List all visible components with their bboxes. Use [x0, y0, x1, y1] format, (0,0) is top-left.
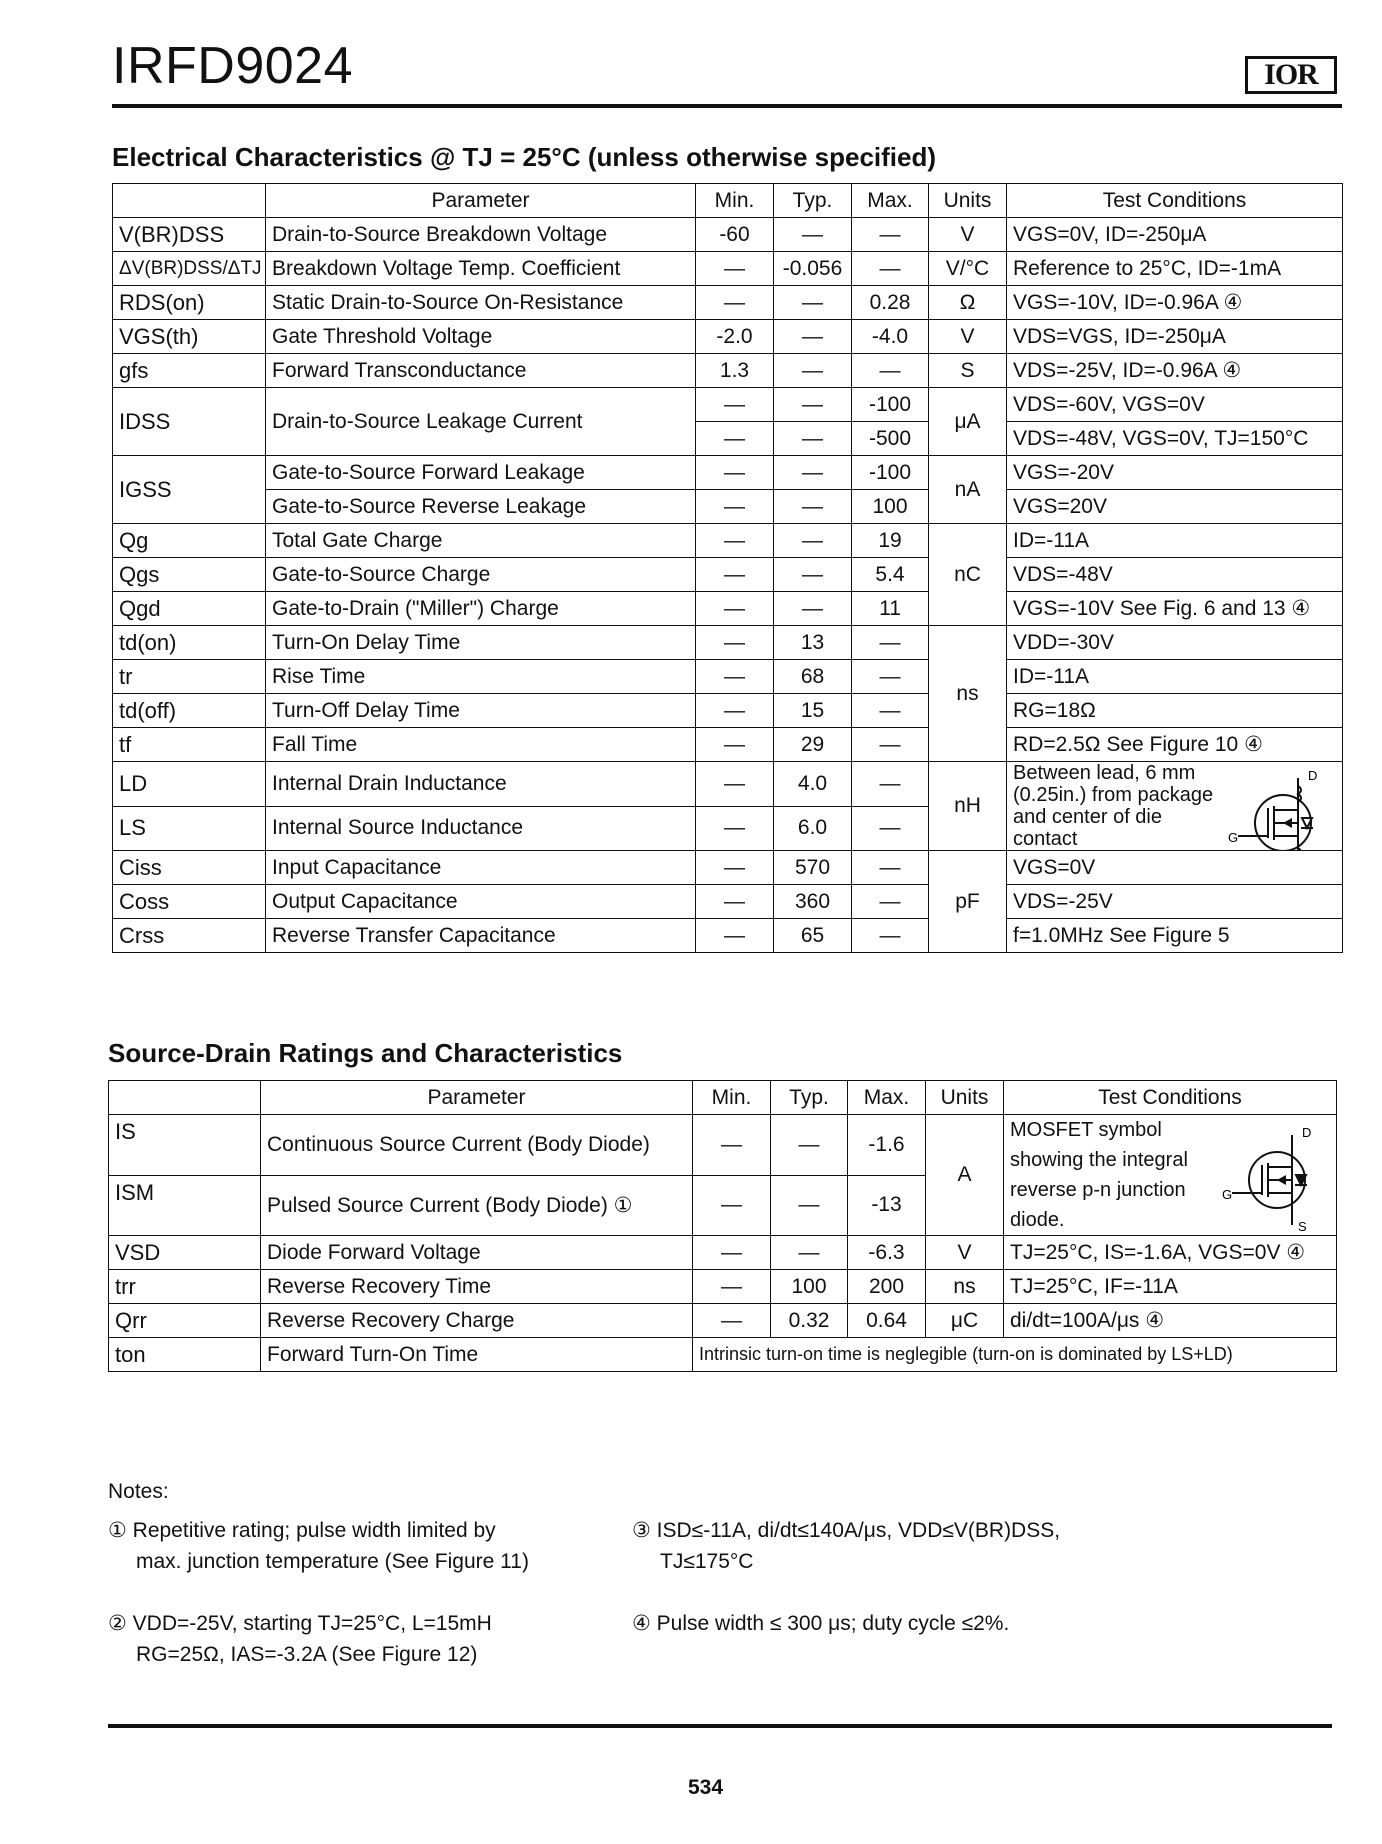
parameter-cell: Turn-On Delay Time: [266, 626, 696, 660]
symbol-cell: tr: [113, 660, 266, 694]
note-2: [108, 1608, 492, 1670]
typ-cell: 0.32: [771, 1304, 848, 1338]
source-drain-title: Source-Drain Ratings and Characteristics: [108, 1038, 623, 1068]
min-cell: —: [696, 422, 774, 456]
symbol-cell: trr: [109, 1270, 261, 1304]
symbol-cell: VGS(th): [113, 320, 266, 354]
table-row: [113, 919, 1343, 953]
typ-cell: 100: [771, 1270, 848, 1304]
col-test-conditions: Test Conditions: [1004, 1081, 1337, 1115]
table-row: [109, 1304, 1337, 1338]
min-cell: —: [696, 626, 774, 660]
symbol-cell: V(BR)DSS: [113, 218, 266, 252]
col-max: Max.: [852, 184, 929, 218]
table-row: [113, 660, 1343, 694]
table-row: [113, 728, 1343, 762]
note-3-line-1: ③ ISD≤-11A, di/dt≤140A/μs, VDD≤V(BR)DSS,: [632, 1519, 1061, 1542]
parameter-cell: Turn-Off Delay Time: [266, 694, 696, 728]
col-parameter: Parameter: [266, 184, 696, 218]
footer-rule: [108, 1724, 1332, 1728]
units-cell: nH: [929, 762, 1007, 851]
typ-cell: 13: [774, 626, 852, 660]
min-cell: —: [696, 592, 774, 626]
max-cell: —: [852, 919, 929, 953]
gate-label: G: [1222, 1187, 1233, 1202]
table-row: [113, 524, 1343, 558]
min-cell: —: [696, 851, 774, 885]
units-cell: V: [926, 1236, 1004, 1270]
notes-heading: Notes:: [108, 1480, 169, 1503]
units-cell: Ω: [929, 286, 1007, 320]
table-row: [113, 286, 1343, 320]
min-cell: —: [696, 490, 774, 524]
max-cell: -1.6: [848, 1115, 926, 1176]
parameter-cell: Forward Turn-On Time: [261, 1338, 693, 1372]
max-cell: —: [852, 252, 929, 286]
max-cell: -13: [848, 1175, 926, 1236]
typ-cell: —: [774, 592, 852, 626]
mosfet-diode-symbol-icon: [1222, 1125, 1322, 1235]
test-cell: VDD=-30V: [1007, 626, 1343, 660]
ir-logo: IOR: [1245, 56, 1337, 94]
max-cell: 19: [852, 524, 929, 558]
max-cell: -6.3: [848, 1236, 926, 1270]
min-cell: —: [696, 388, 774, 422]
units-cell: nC: [929, 524, 1007, 626]
test-cell: VGS=-20V: [1007, 456, 1343, 490]
units-cell: ns: [926, 1270, 1004, 1304]
parameter-cell: Fall Time: [266, 728, 696, 762]
symbol-cell: Coss: [113, 885, 266, 919]
table-row: [113, 490, 1343, 524]
header-rule: [112, 104, 1342, 108]
test-cell: VDS=-48V, VGS=0V, TJ=150°C: [1007, 422, 1343, 456]
max-cell: —: [852, 762, 929, 807]
table-row: [113, 626, 1343, 660]
max-cell: 11: [852, 592, 929, 626]
col-test-conditions: Test Conditions: [1007, 184, 1343, 218]
symbol-cell: td(off): [113, 694, 266, 728]
table-header-row: [113, 184, 1343, 218]
symbol-cell: LS: [113, 806, 266, 851]
units-cell: nA: [929, 456, 1007, 524]
parameter-cell: Gate Threshold Voltage: [266, 320, 696, 354]
typ-cell: —: [774, 422, 852, 456]
units-cell: μC: [926, 1304, 1004, 1338]
part-number-title: IRFD9024: [112, 37, 353, 95]
typ-cell: 6.0: [774, 806, 852, 851]
typ-cell: —: [774, 286, 852, 320]
max-cell: —: [852, 660, 929, 694]
max-cell: —: [852, 218, 929, 252]
test-cell: TJ=25°C, IS=-1.6A, VGS=0V ④: [1004, 1236, 1337, 1270]
typ-cell: —: [771, 1115, 848, 1176]
table-row: [113, 592, 1343, 626]
max-cell: —: [852, 354, 929, 388]
parameter-cell: Output Capacitance: [266, 885, 696, 919]
test-cell: VDS=VGS, ID=-250μA: [1007, 320, 1343, 354]
max-cell: —: [852, 728, 929, 762]
test-cell: RG=18Ω: [1007, 694, 1343, 728]
max-cell: 0.28: [852, 286, 929, 320]
parameter-cell: Reverse Transfer Capacitance: [266, 919, 696, 953]
parameter-cell: Forward Transconductance: [266, 354, 696, 388]
typ-cell: 570: [774, 851, 852, 885]
source-label: S: [1298, 1219, 1307, 1234]
test-cell: Reference to 25°C, ID=-1mA: [1007, 252, 1343, 286]
max-cell: —: [852, 885, 929, 919]
max-cell: —: [852, 626, 929, 660]
table-row: [113, 456, 1343, 490]
test-cell: VGS=-10V See Fig. 6 and 13 ④: [1007, 592, 1343, 626]
min-cell: —: [693, 1115, 771, 1176]
typ-cell: —: [774, 456, 852, 490]
symbol-cell: Qgs: [113, 558, 266, 592]
min-cell: —: [696, 286, 774, 320]
min-cell: —: [696, 660, 774, 694]
table-row: [109, 1270, 1337, 1304]
max-cell: 100: [852, 490, 929, 524]
note-4-line-1: ④ Pulse width ≤ 300 μs; duty cycle ≤2%.: [632, 1612, 1010, 1635]
parameter-cell: Continuous Source Current (Body Diode): [261, 1115, 693, 1176]
table-row: [113, 388, 1343, 422]
mosfet-symbol-icon: D G S: [1228, 768, 1318, 878]
units-cell: ns: [929, 626, 1007, 762]
units-cell: V: [929, 218, 1007, 252]
test-cell: RD=2.5Ω See Figure 10 ④: [1007, 728, 1343, 762]
max-cell: -100: [852, 388, 929, 422]
min-cell: —: [696, 252, 774, 286]
test-cell: VDS=-48V: [1007, 558, 1343, 592]
table-row: [109, 1115, 1337, 1176]
min-cell: -2.0: [696, 320, 774, 354]
page-number: 534: [688, 1776, 724, 1799]
parameter-cell: Total Gate Charge: [266, 524, 696, 558]
typ-cell: -0.056: [774, 252, 852, 286]
symbol-cell: gfs: [113, 354, 266, 388]
typ-cell: —: [774, 558, 852, 592]
parameter-cell: Diode Forward Voltage: [261, 1236, 693, 1270]
typ-cell: —: [774, 218, 852, 252]
min-cell: —: [696, 456, 774, 490]
max-cell: 200: [848, 1270, 926, 1304]
max-cell: -4.0: [852, 320, 929, 354]
parameter-cell: Gate-to-Source Charge: [266, 558, 696, 592]
test-cell: f=1.0MHz See Figure 5: [1007, 919, 1343, 953]
min-cell: —: [696, 762, 774, 807]
units-cell: pF: [929, 851, 1007, 953]
table-row: [113, 762, 1343, 807]
symbol-cell: VSD: [109, 1236, 261, 1270]
test-cell: VGS=0V, ID=-250μA: [1007, 218, 1343, 252]
merged-note-cell: Intrinsic turn-on time is neglegible (turn-on is dominated by LS+LD): [693, 1338, 1337, 1372]
parameter-cell: Drain-to-Source Leakage Current: [266, 388, 696, 456]
symbol-cell: IGSS: [113, 456, 266, 524]
diode-test-cell: [1004, 1115, 1337, 1236]
col-parameter: Parameter: [261, 1081, 693, 1115]
max-cell: —: [852, 694, 929, 728]
units-cell: V: [929, 320, 1007, 354]
typ-cell: —: [774, 524, 852, 558]
table-header-row: [109, 1081, 1337, 1115]
test-cell: VDS=-25V, ID=-0.96A ④: [1007, 354, 1343, 388]
symbol-cell: Ciss: [113, 851, 266, 885]
parameter-cell: Input Capacitance: [266, 851, 696, 885]
note-2-line-2: RG=25Ω, IAS=-3.2A (See Figure 12): [136, 1643, 478, 1666]
note-3: [632, 1515, 1060, 1577]
test-cell: VGS=-10V, ID=-0.96A ④: [1007, 286, 1343, 320]
max-cell: 5.4: [852, 558, 929, 592]
table-row: [113, 851, 1343, 885]
table-row: [113, 354, 1343, 388]
col-typ: Typ.: [774, 184, 852, 218]
parameter-cell: Drain-to-Source Breakdown Voltage: [266, 218, 696, 252]
symbol-cell: tf: [113, 728, 266, 762]
min-cell: —: [693, 1175, 771, 1236]
note-1-line-1: ① Repetitive rating; pulse width limited by: [108, 1519, 496, 1542]
max-cell: -500: [852, 422, 929, 456]
electrical-characteristics-table: [112, 183, 1343, 953]
symbol-cell: ton: [109, 1338, 261, 1372]
parameter-cell: Gate-to-Source Forward Leakage: [266, 456, 696, 490]
min-cell: —: [693, 1304, 771, 1338]
symbol-cell: RDS(on): [113, 286, 266, 320]
typ-cell: 4.0: [774, 762, 852, 807]
symbol-cell: LD: [113, 762, 266, 807]
min-cell: —: [696, 806, 774, 851]
table-row: [113, 885, 1343, 919]
min-cell: -60: [696, 218, 774, 252]
test-cell: di/dt=100A/μs ④: [1004, 1304, 1337, 1338]
symbol-cell: ΔV(BR)DSS/ΔTJ: [113, 252, 266, 286]
test-cell: ID=-11A: [1007, 524, 1343, 558]
table-row: [113, 694, 1343, 728]
col-max: Max.: [848, 1081, 926, 1115]
symbol-cell: Qrr: [109, 1304, 261, 1338]
max-cell: 0.64: [848, 1304, 926, 1338]
note-3-line-2: TJ≤175°C: [660, 1550, 754, 1573]
parameter-cell: Gate-to-Drain ("Miller") Charge: [266, 592, 696, 626]
table-row: [113, 252, 1343, 286]
drain-label: D: [1308, 768, 1318, 783]
parameter-cell: Reverse Recovery Charge: [261, 1304, 693, 1338]
typ-cell: 29: [774, 728, 852, 762]
symbol-cell: IDSS: [113, 388, 266, 456]
max-cell: —: [852, 851, 929, 885]
col-min: Min.: [696, 184, 774, 218]
test-cell: VDS=-25V: [1007, 885, 1343, 919]
symbol-cell: td(on): [113, 626, 266, 660]
symbol-cell: Qg: [113, 524, 266, 558]
note-1-line-2: max. junction temperature (See Figure 11): [136, 1550, 529, 1573]
typ-cell: 68: [774, 660, 852, 694]
min-cell: —: [696, 728, 774, 762]
electrical-characteristics-title: Electrical Characteristics @ TJ = 25°C (unless otherwise specified): [112, 142, 937, 172]
min-cell: 1.3: [696, 354, 774, 388]
max-cell: -100: [852, 456, 929, 490]
typ-cell: —: [771, 1236, 848, 1270]
test-cell: TJ=25°C, IF=-11A: [1004, 1270, 1337, 1304]
min-cell: —: [696, 919, 774, 953]
source-drain-table: [108, 1080, 1337, 1372]
typ-cell: —: [774, 320, 852, 354]
typ-cell: 360: [774, 885, 852, 919]
note-4: [632, 1608, 1009, 1639]
parameter-cell: Internal Drain Inductance: [266, 762, 696, 807]
parameter-cell: Gate-to-Source Reverse Leakage: [266, 490, 696, 524]
col-typ: Typ.: [771, 1081, 848, 1115]
symbol-cell: IS: [109, 1115, 261, 1176]
parameter-cell: Internal Source Inductance: [266, 806, 696, 851]
col-units: Units: [929, 184, 1007, 218]
parameter-cell: Static Drain-to-Source On-Resistance: [266, 286, 696, 320]
table-row: [109, 1236, 1337, 1270]
units-cell: V/°C: [929, 252, 1007, 286]
note-2-line-1: ② VDD=-25V, starting TJ=25°C, L=15mH: [108, 1612, 492, 1635]
drain-label: D: [1302, 1125, 1312, 1140]
gate-label: G: [1228, 830, 1239, 845]
typ-cell: —: [774, 490, 852, 524]
parameter-cell: Rise Time: [266, 660, 696, 694]
col-min: Min.: [693, 1081, 771, 1115]
parameter-cell: Reverse Recovery Time: [261, 1270, 693, 1304]
parameter-cell: Breakdown Voltage Temp. Coefficient: [266, 252, 696, 286]
col-units: Units: [926, 1081, 1004, 1115]
min-cell: —: [696, 694, 774, 728]
typ-cell: —: [774, 388, 852, 422]
typ-cell: 15: [774, 694, 852, 728]
symbol-cell: ISM: [109, 1175, 261, 1236]
typ-cell: —: [771, 1175, 848, 1236]
max-cell: —: [852, 806, 929, 851]
symbol-cell: Qgd: [113, 592, 266, 626]
units-cell: A: [926, 1115, 1004, 1236]
min-cell: —: [696, 524, 774, 558]
note-1: [108, 1515, 529, 1577]
units-cell: S: [929, 354, 1007, 388]
test-cell: VDS=-60V, VGS=0V: [1007, 388, 1343, 422]
min-cell: —: [696, 885, 774, 919]
table-row: [113, 558, 1343, 592]
symbol-cell: Crss: [113, 919, 266, 953]
table-row: [113, 320, 1343, 354]
parameter-cell: Pulsed Source Current (Body Diode) ①: [261, 1175, 693, 1236]
typ-cell: —: [774, 354, 852, 388]
min-cell: —: [696, 558, 774, 592]
min-cell: —: [693, 1236, 771, 1270]
test-cell: VGS=0V: [1007, 851, 1343, 885]
table-row: [109, 1338, 1337, 1372]
test-cell: ID=-11A: [1007, 660, 1343, 694]
min-cell: —: [693, 1270, 771, 1304]
test-cell: MOSFET symbol showing the integral reverse p-n junction diode.: [1010, 1119, 1188, 1231]
typ-cell: 65: [774, 919, 852, 953]
test-cell: VGS=20V: [1007, 490, 1343, 524]
test-cell: Between lead, 6 mm (0.25in.) from package and center of die contact: [1013, 762, 1214, 850]
table-row: [113, 218, 1343, 252]
units-cell: μA: [929, 388, 1007, 456]
